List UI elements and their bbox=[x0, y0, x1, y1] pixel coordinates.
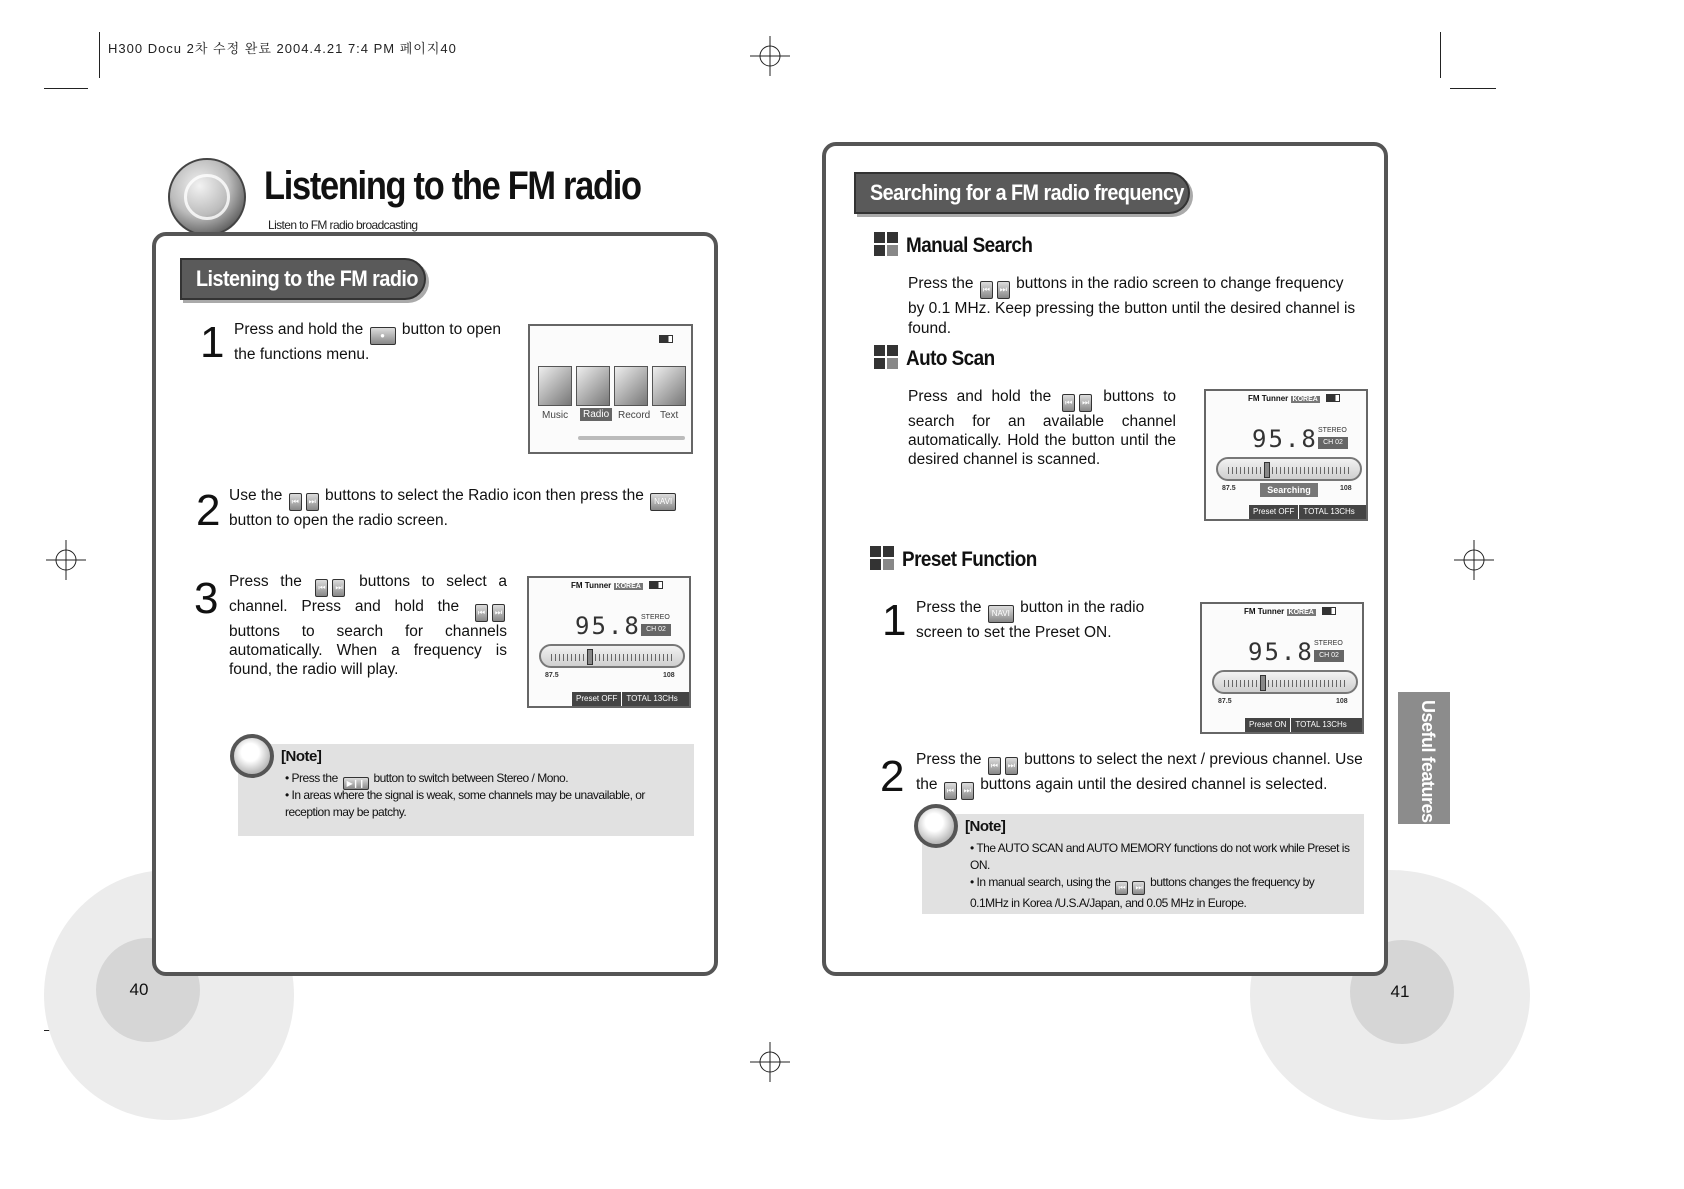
total-channels: TOTAL 13CHs bbox=[1290, 718, 1350, 732]
registration-mark-icon bbox=[750, 1042, 790, 1082]
preset-status: Preset OFF bbox=[1248, 505, 1298, 519]
body-text: buttons to select the next / previous channel. Use the bbox=[916, 751, 1363, 793]
body-text: Press the bbox=[916, 751, 982, 768]
section-title-searching bbox=[854, 172, 1190, 214]
tuner-label: FM Tunner bbox=[1248, 394, 1289, 403]
tuner-label: FM Tunner bbox=[571, 581, 612, 590]
frequency-readout: 95.8 bbox=[1248, 638, 1314, 666]
note-text: In manual search, using the bbox=[976, 875, 1111, 889]
step-number: 2 bbox=[880, 752, 905, 801]
step-number: 2 bbox=[196, 486, 221, 535]
battery-icon bbox=[649, 581, 663, 589]
status-bar bbox=[571, 692, 689, 706]
crop-mark bbox=[44, 88, 88, 89]
next-button-icon: ⏭ bbox=[1005, 757, 1018, 775]
text-icon bbox=[652, 366, 686, 406]
heading-text: Preset Function bbox=[902, 548, 1037, 571]
play-pause-button-icon: ▶❙❙ bbox=[343, 777, 369, 790]
frequency-readout: 95.8 bbox=[575, 612, 641, 640]
range-min: 87.5 bbox=[545, 672, 559, 679]
heading-text: Auto Scan bbox=[906, 347, 995, 370]
status-bar bbox=[1244, 718, 1362, 732]
section-title-text: Searching for a FM radio frequency bbox=[870, 180, 1184, 205]
next-button-icon: ⏭ bbox=[306, 493, 319, 511]
navi-button-icon: NAVI bbox=[988, 605, 1014, 623]
tuning-scale bbox=[1212, 670, 1358, 694]
next-button-icon: ⏭ bbox=[1079, 394, 1092, 412]
registration-mark-icon bbox=[750, 36, 790, 76]
body-text: Press the bbox=[908, 275, 974, 292]
tuning-scale bbox=[539, 644, 685, 668]
preset-status: Preset ON bbox=[1244, 718, 1290, 732]
battery-icon bbox=[1326, 394, 1340, 402]
step-text: buttons to select the Radio icon then press the bbox=[325, 487, 644, 504]
registration-mark-icon bbox=[1454, 540, 1494, 580]
prev-button-icon: ⏮ bbox=[988, 757, 1001, 775]
crop-mark bbox=[1440, 32, 1441, 78]
note-title: [Note] bbox=[965, 818, 1006, 835]
note-text: The AUTO SCAN and AUTO MEMORY functions do not work while Preset is ON. bbox=[970, 841, 1350, 872]
step-text: buttons to select a channel. Press and hold the bbox=[229, 573, 507, 615]
stereo-label: STEREO bbox=[1314, 640, 1343, 647]
next-button-icon: ⏭ bbox=[1132, 881, 1145, 895]
menu-label-music: Music bbox=[542, 410, 569, 421]
note-text: button to switch between Stereo / Mono. bbox=[373, 771, 569, 785]
screen-header bbox=[1248, 394, 1340, 403]
next-button-icon: ⏭ bbox=[961, 782, 974, 800]
note-title: [Note] bbox=[281, 748, 322, 765]
step-text: button to open the radio screen. bbox=[229, 512, 448, 529]
body-text: buttons in the radio screen to change frequency by 0.1 MHz. Keep pressing the button until the desired channel is found. bbox=[908, 275, 1356, 337]
body-text: Press the bbox=[916, 599, 982, 616]
status-bar bbox=[1248, 505, 1366, 519]
total-channels: TOTAL 13CHs bbox=[1298, 505, 1358, 519]
section-square-icon bbox=[874, 232, 898, 256]
prev-button-icon: ⏮ bbox=[944, 782, 957, 800]
note-text: Press the bbox=[291, 771, 338, 785]
total-channels: TOTAL 13CHs bbox=[621, 692, 681, 706]
page-subtitle: Listen to FM radio broadcasting bbox=[268, 218, 418, 232]
battery-icon bbox=[1322, 607, 1336, 615]
note-line-1: • Press the ▶❙❙ button to switch between Stereo / Mono. bbox=[285, 771, 569, 788]
frequency-readout: 95.8 bbox=[1252, 425, 1318, 453]
step-text: Use the bbox=[229, 487, 283, 504]
preset-step-1-text bbox=[916, 598, 1186, 643]
step-number: 1 bbox=[200, 318, 225, 367]
preset-step-2-text bbox=[916, 750, 1366, 800]
music-icon bbox=[538, 366, 572, 406]
prev-button-icon: ⏮ bbox=[1115, 881, 1128, 895]
preset-screen bbox=[1200, 602, 1364, 734]
menu-label-radio: Radio bbox=[580, 408, 612, 421]
auto-scan-text bbox=[908, 387, 1176, 469]
next-button-icon: ⏭ bbox=[492, 604, 505, 622]
step-number: 1 bbox=[882, 596, 907, 645]
crop-mark bbox=[99, 32, 100, 78]
region-badge: KOREA bbox=[1292, 396, 1318, 403]
section-title-text: Listening to the FM radio bbox=[196, 266, 418, 291]
prev-button-icon: ⏮ bbox=[980, 281, 993, 299]
auto-scan-screen bbox=[1204, 389, 1368, 521]
channel-badge: CH 02 bbox=[1314, 650, 1344, 662]
note-text: buttons changes the frequency by 0.1MHz in Korea /U.S.A/Japan, and 0.05 MHz in Europe. bbox=[970, 875, 1315, 910]
printer-slug: H300 Docu 2차 수정 완료 2004.4.21 7:4 PM 페이지40 bbox=[108, 41, 457, 56]
searching-indicator: Searching bbox=[1260, 483, 1318, 497]
useful-features-tab bbox=[1398, 692, 1450, 824]
crop-mark bbox=[1450, 88, 1496, 89]
range-min: 87.5 bbox=[1218, 698, 1232, 705]
range-max: 108 bbox=[1336, 698, 1348, 705]
prev-button-icon: ⏮ bbox=[1062, 394, 1075, 412]
region-badge: KOREA bbox=[615, 583, 641, 590]
range-max: 108 bbox=[663, 672, 675, 679]
note-icon bbox=[914, 804, 958, 848]
functions-menu-screen bbox=[528, 324, 693, 454]
next-button-icon: ⏭ bbox=[332, 579, 345, 597]
menu-scrollbar bbox=[578, 436, 685, 440]
note-text: In areas where the signal is weak, some channels may be unavailable, or reception may be patchy. bbox=[285, 788, 645, 819]
body-text: Press and hold the bbox=[908, 388, 1052, 405]
body-text: buttons again until the desired channel is selected. bbox=[980, 776, 1328, 793]
menu-button-icon: ● bbox=[370, 327, 396, 345]
menu-label-record: Record bbox=[618, 410, 651, 421]
step-3-text bbox=[229, 572, 507, 679]
step-text: button to open the functions menu. bbox=[234, 321, 502, 363]
channel-badge: CH 02 bbox=[641, 624, 671, 636]
channel-badge: CH 02 bbox=[1318, 437, 1348, 449]
manual-search-text bbox=[908, 274, 1362, 339]
note-icon bbox=[230, 734, 274, 778]
manual-search-heading bbox=[874, 232, 1046, 258]
prev-button-icon: ⏮ bbox=[315, 579, 328, 597]
fm-radio-screen bbox=[527, 576, 691, 708]
record-icon bbox=[614, 366, 648, 406]
step-text: Press and hold the bbox=[234, 321, 364, 338]
preset-status: Preset OFF bbox=[571, 692, 621, 706]
registration-mark-icon bbox=[46, 540, 86, 580]
next-button-icon: ⏭ bbox=[997, 281, 1010, 299]
auto-scan-heading bbox=[874, 345, 1004, 371]
navi-button-icon: NAVI bbox=[650, 493, 676, 511]
preset-function-heading bbox=[870, 546, 1052, 572]
stereo-label: STEREO bbox=[1318, 427, 1347, 434]
section-square-icon bbox=[874, 345, 898, 369]
radio-icon bbox=[576, 366, 610, 406]
lock-battery-icon bbox=[655, 329, 685, 338]
fm-radio-logo-icon bbox=[168, 158, 246, 236]
prev-button-icon: ⏮ bbox=[289, 493, 302, 511]
step-text: Press the bbox=[229, 573, 302, 590]
range-min: 87.5 bbox=[1222, 485, 1236, 492]
prev-button-icon: ⏮ bbox=[475, 604, 488, 622]
page-number-right: 41 bbox=[1390, 982, 1410, 1001]
section-square-icon bbox=[870, 546, 894, 570]
body-text: buttons to search for an available channel automatically. Hold the button until the desired channel is scanned. bbox=[908, 388, 1176, 468]
body-text: button in the radio screen to set the Preset ON. bbox=[916, 599, 1145, 641]
menu-label-text: Text bbox=[660, 410, 679, 421]
screen-header bbox=[571, 581, 663, 590]
note-line-2: • In areas where the signal is weak, some channels may be unavailable, or reception may be patchy. bbox=[285, 788, 645, 819]
step-text: buttons to search for channels automatically. When a frequency is found, the radio will play. bbox=[229, 623, 507, 678]
side-tab-label: Useful features bbox=[1418, 700, 1438, 823]
heading-text: Manual Search bbox=[906, 234, 1033, 257]
note-line-2: • In manual search, using the ⏮ ⏭ buttons changes the frequency by 0.1MHz in Korea /U.S.A/Japan, and 0.05 MHz in Europe. bbox=[970, 875, 1315, 910]
stereo-label: STEREO bbox=[641, 614, 670, 621]
range-max: 108 bbox=[1340, 485, 1352, 492]
page-number-left: 40 bbox=[129, 980, 149, 999]
step-1-text bbox=[234, 320, 504, 365]
step-number: 3 bbox=[194, 574, 219, 623]
step-2-text bbox=[229, 486, 695, 531]
region-badge: KOREA bbox=[1288, 609, 1314, 616]
screen-header bbox=[1244, 607, 1336, 616]
note-line-1: • The AUTO SCAN and AUTO MEMORY functions do not work while Preset is ON. bbox=[970, 841, 1350, 872]
tuning-scale bbox=[1216, 457, 1362, 481]
section-title-listening bbox=[180, 258, 426, 300]
tuner-label: FM Tunner bbox=[1244, 607, 1285, 616]
page-title: Listening to the FM radio bbox=[264, 164, 641, 208]
